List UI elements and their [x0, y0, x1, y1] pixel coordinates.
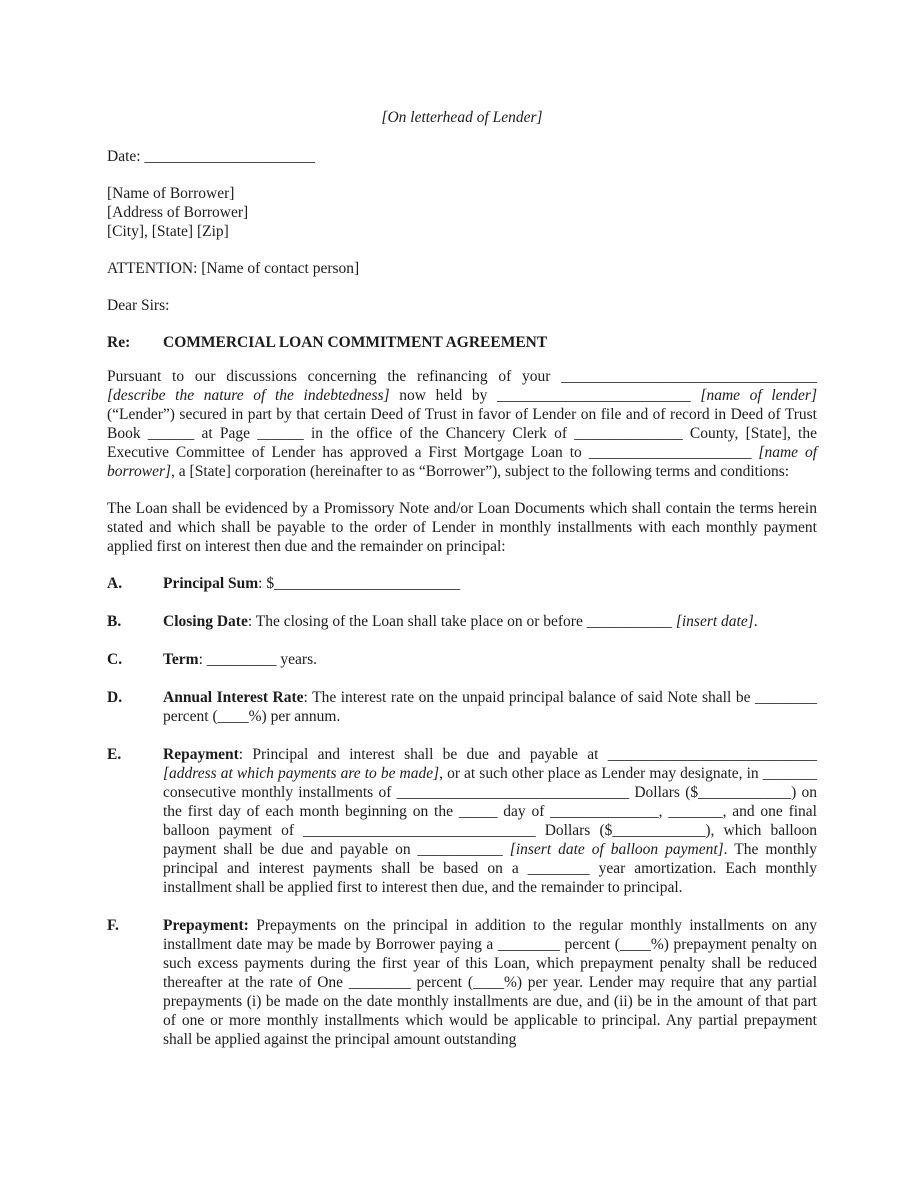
attention-line: ATTENTION: [Name of contact person] [107, 260, 360, 277]
term-letter: D. [107, 689, 123, 706]
term-letter: B. [107, 613, 122, 630]
text-run: [insert date] [675, 613, 754, 630]
term-item-principal-sum [107, 574, 817, 593]
text-run: , or at such other place as Lender may designate, in _______ consecutive monthly installments of ______________________________ Dollars ($____________) on the first day of each month beginning on the _____ day of ______________, _______, and one final balloon payment of ______________________________ Dollars ($____________), which balloon payment shall be due and payable on ___________ [163, 765, 817, 858]
date-line: Date: ______________________ [107, 148, 315, 165]
salutation: Dear Sirs: [107, 297, 170, 314]
subject-line [107, 333, 817, 352]
text-run: [describe the nature of the indebtedness] [107, 387, 390, 404]
term-body [163, 745, 817, 897]
text-run: [name of borrower] [107, 444, 818, 480]
text-run: Principal Sum [163, 575, 259, 592]
text-run: : The interest rate on the unpaid principal balance of said Note shall be ________ percent (____%) per annum. [163, 689, 817, 725]
text-run: . [753, 613, 758, 630]
term-item-annual-interest-rate [107, 688, 817, 726]
subject-label: Re: [107, 334, 131, 351]
terms-list [107, 574, 817, 1049]
text-run: : Principal and interest shall be due and payable at ___________________________ [238, 746, 817, 763]
loan-evidence-paragraph [107, 499, 817, 556]
text-run: . The monthly principal and interest payments shall be based on a ________ year amortization. Each monthly installment shall be applied first to interest then due, and the remainder to principal. [163, 841, 817, 896]
text-run: Closing Date [163, 613, 248, 630]
text-run: [insert date of balloon payment] [509, 841, 724, 858]
term-item-prepayment [107, 916, 817, 1049]
text-run: [address at which payments are to be made] [163, 765, 440, 782]
subject-title: COMMERCIAL LOAN COMMITMENT AGREEMENT [163, 334, 548, 351]
text-run: now held by _________________________ [389, 387, 701, 404]
term-body [163, 650, 817, 669]
recipient-address: [Address of Borrower] [107, 204, 249, 221]
text-run: Pursuant to our discussions concerning the refinancing of your _________________________________ [107, 368, 817, 385]
term-item-closing-date [107, 612, 817, 631]
recipient-block [107, 184, 817, 241]
text-run: Prepayment: [163, 917, 249, 934]
term-body [163, 688, 817, 726]
text-run: The Loan shall be evidenced by a Promissory Note and/or Loan Documents which shall contain the terms herein stated and which shall be payable to the order of Lender in monthly installments with each monthly payment applied first on interest then due and the remainder on principal: [107, 500, 817, 555]
term-item-term [107, 650, 817, 669]
term-body [163, 612, 817, 631]
letterhead-note: [On letterhead of Lender] [381, 109, 543, 126]
term-body [163, 574, 817, 593]
recipient-city-state-zip: [City], [State] [Zip] [107, 223, 229, 240]
text-run: : $________________________ [258, 575, 461, 592]
text-run: Annual Interest Rate [163, 689, 304, 706]
text-run: : _________ years. [198, 651, 317, 668]
text-run: : The closing of the Loan shall take place on or before ___________ [247, 613, 676, 630]
text-run: Prepayments on the principal in addition to the regular monthly installments on any installment date may be made by Borrower paying a ________ percent (____%) prepayment penalty on such excess payments during the first year of this Loan, which prepayment penalty shall be reduced thereafter at the rate of One ________ percent (____%) per year. Lender may require that any partial prepayments (i) be made on the date monthly installments are due, and (ii) be in the amount of that part of one or more monthly installments which would be applicable to principal. Any partial prepayment shall be applied against the principal amount outstanding [163, 917, 817, 1048]
term-letter: A. [107, 575, 123, 592]
recipient-name: [Name of Borrower] [107, 185, 235, 202]
text-run: [name of lender] [700, 387, 817, 404]
text-run: (“Lender”) secured in part by that certain Deed of Trust in favor of Lender on file and of record in Deed of Trust Book ______ at Page ______ in the office of the Chancery Clerk of ______________ County, [State], the Executive Committee of Lender has approved a First Mortgage Loan to _____________________ [107, 406, 817, 461]
term-letter: F. [107, 917, 119, 934]
text-run: , a [State] corporation (hereinafter to as “Borrower”), subject to the following terms and conditions: [171, 463, 790, 480]
term-letter: C. [107, 651, 123, 668]
term-letter: E. [107, 746, 122, 763]
term-body [163, 916, 817, 1049]
text-run: Term [163, 651, 199, 668]
text-run: Repayment [163, 746, 239, 763]
intro-paragraph [107, 367, 817, 481]
term-item-repayment [107, 745, 817, 897]
